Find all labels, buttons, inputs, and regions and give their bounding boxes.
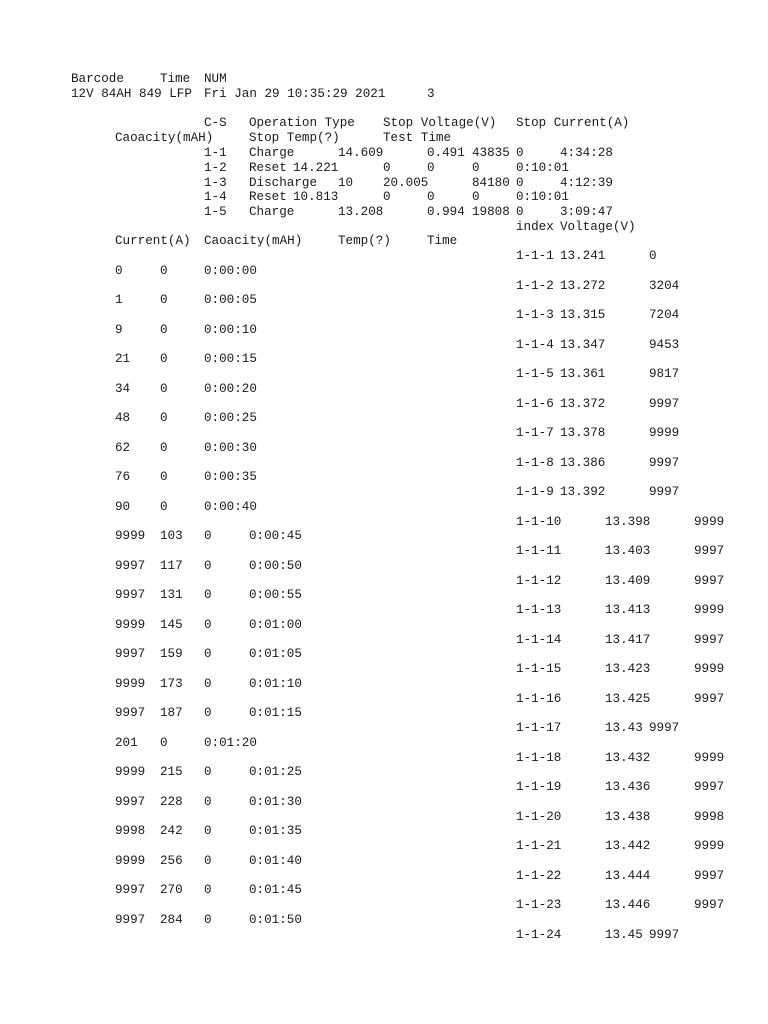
- step-cs: 1-2: [204, 161, 227, 175]
- record-capacity: 1: [115, 293, 123, 308]
- record-time: 0:00:45: [249, 529, 302, 544]
- record-index: 1-1-22: [516, 868, 562, 883]
- record-capacity: 270: [160, 883, 183, 898]
- record-temp: 0: [160, 411, 168, 426]
- record-voltage: 13.372: [560, 396, 606, 411]
- num-value: 3: [427, 87, 435, 101]
- record-current: 9997: [649, 927, 680, 942]
- record-current: 9997: [694, 780, 725, 794]
- record-time: 0:00:20: [204, 381, 257, 396]
- record-index: 1-1-20: [516, 809, 562, 824]
- record-current: 9999: [694, 514, 725, 529]
- record-current-wrap: 9997: [115, 588, 146, 603]
- record-time: 0:00:35: [204, 470, 257, 485]
- step-temp: 0: [516, 146, 524, 160]
- record-voltage: 13.43: [605, 721, 643, 735]
- record-temp: 0: [160, 263, 168, 278]
- record-current: 9997: [649, 396, 680, 411]
- record-current-wrap: 9997: [115, 706, 146, 721]
- header-col-num: NUM: [204, 72, 227, 86]
- record-time: 0:00:50: [249, 558, 302, 573]
- records-header-temp: Temp(?): [338, 234, 391, 248]
- record-current: 9997: [649, 455, 680, 470]
- step-type: Reset: [249, 161, 287, 175]
- records-header-capacity: Caoacity(mAH): [204, 234, 303, 248]
- record-index: 1-1-13: [516, 603, 562, 617]
- records-header-index: index: [516, 220, 554, 234]
- record-time: 0:00:25: [204, 411, 257, 426]
- record-temp: 0: [204, 647, 212, 662]
- record-current: 9997: [694, 544, 725, 558]
- record-time: 0:00:30: [204, 440, 257, 455]
- step-temp: 0: [516, 205, 524, 219]
- record-capacity: 242: [160, 824, 183, 839]
- record-current: 9453: [649, 337, 680, 352]
- record-capacity: 90: [115, 499, 131, 514]
- record-capacity: 201: [115, 735, 138, 750]
- record-current: 9997: [694, 691, 725, 706]
- record-voltage: 13.425: [605, 691, 651, 706]
- record-time: 0:01:05: [249, 647, 302, 662]
- record-voltage: 13.386: [560, 455, 606, 470]
- record-voltage: 13.413: [605, 603, 651, 617]
- record-temp: 0: [204, 765, 212, 780]
- record-time: 0:00:10: [204, 322, 257, 337]
- record-temp: 0: [160, 499, 168, 514]
- record-temp: 0: [160, 470, 168, 485]
- record-current: 9997: [694, 632, 725, 647]
- step-temp: 0: [472, 161, 480, 175]
- record-current: 9997: [649, 485, 680, 499]
- record-index: 1-1-14: [516, 632, 562, 647]
- step-cs: 1-3: [204, 176, 227, 190]
- record-voltage: 13.423: [605, 662, 651, 676]
- record-voltage: 13.378: [560, 426, 606, 440]
- record-voltage: 13.446: [605, 898, 651, 912]
- record-current-wrap: 9997: [115, 912, 146, 927]
- record-temp: 0: [204, 588, 212, 603]
- step-temp: 0: [516, 176, 524, 190]
- record-temp: 0: [204, 883, 212, 898]
- record-current-wrap: 9997: [115, 647, 146, 662]
- record-current: 0: [649, 249, 657, 263]
- record-capacity: 62: [115, 440, 131, 455]
- record-capacity: 173: [160, 676, 183, 691]
- barcode-value: 12V 84AH 849 LFP: [71, 87, 192, 101]
- record-current-wrap: 9997: [115, 794, 146, 809]
- record-index: 1-1-3: [516, 308, 554, 322]
- record-temp: 0: [160, 440, 168, 455]
- record-current-wrap: 9999: [115, 853, 146, 868]
- header-col-barcode: Barcode: [71, 72, 124, 86]
- record-capacity: 48: [115, 411, 131, 426]
- record-time: 0:01:00: [249, 617, 302, 632]
- record-index: 1-1-11: [516, 544, 562, 558]
- steps-header-test-time: Test Time: [383, 131, 452, 145]
- record-current: 9817: [649, 367, 680, 381]
- record-capacity: 21: [115, 352, 131, 367]
- record-index: 1-1-17: [516, 721, 562, 735]
- record-time: 0:01:30: [249, 794, 302, 809]
- record-current: 9997: [649, 721, 680, 735]
- record-index: 1-1-10: [516, 514, 562, 529]
- records-header-voltage: Voltage(V): [560, 220, 636, 234]
- record-voltage: 13.436: [605, 780, 651, 794]
- record-voltage: 13.442: [605, 839, 651, 853]
- steps-header-capacity: Caoacity(mAH): [115, 131, 214, 145]
- record-voltage: 13.361: [560, 367, 606, 381]
- record-current: 9999: [694, 603, 725, 617]
- record-capacity: 215: [160, 765, 183, 780]
- record-current: 9999: [649, 426, 680, 440]
- step-voltage: 13.208: [338, 205, 384, 219]
- record-capacity: 76: [115, 470, 131, 485]
- step-current: 0: [383, 190, 391, 204]
- record-index: 1-1-12: [516, 573, 562, 588]
- record-time: 0:01:45: [249, 883, 302, 898]
- record-current-wrap: 9997: [115, 558, 146, 573]
- step-time: 4:12:39: [560, 176, 613, 190]
- record-index: 1-1-16: [516, 691, 562, 706]
- step-type: Charge: [249, 146, 295, 160]
- record-current-wrap: 9999: [115, 617, 146, 632]
- step-time: 3:09:47: [560, 205, 613, 219]
- record-temp: 0: [204, 706, 212, 721]
- record-temp: 0: [204, 558, 212, 573]
- record-current-wrap: 9999: [115, 676, 146, 691]
- step-cs: 1-4: [204, 190, 227, 204]
- step-type: Discharge: [249, 176, 318, 190]
- steps-header-stop-temp: Stop Temp(?): [249, 131, 340, 145]
- record-current: 9997: [694, 868, 725, 883]
- record-index: 1-1-21: [516, 839, 562, 853]
- record-current-wrap: 9999: [115, 765, 146, 780]
- step-type: Charge: [249, 205, 295, 219]
- record-time: 0:01:35: [249, 824, 302, 839]
- record-index: 1-1-4: [516, 337, 554, 352]
- steps-header-stop-voltage: Stop Voltage(V): [383, 116, 497, 130]
- record-index: 1-1-1: [516, 249, 554, 263]
- step-capacity: 43835: [472, 146, 510, 160]
- record-time: 0:01:40: [249, 853, 302, 868]
- step-capacity: 84180: [472, 176, 510, 190]
- record-index: 1-1-18: [516, 750, 562, 765]
- record-current-wrap: 9999: [115, 529, 146, 544]
- record-voltage: 13.409: [605, 573, 651, 588]
- record-time: 0:00:05: [204, 293, 257, 308]
- step-capacity: 0: [427, 190, 435, 204]
- record-capacity: 9: [115, 322, 123, 337]
- records-header-current: Current(A): [115, 234, 191, 248]
- record-temp: 0: [160, 293, 168, 308]
- step-time: 4:34:28: [560, 146, 613, 160]
- record-voltage: 13.45: [605, 927, 643, 942]
- record-time: 0:01:20: [204, 735, 257, 750]
- record-capacity: 131: [160, 588, 183, 603]
- record-current: 7204: [649, 308, 680, 322]
- record-time: 0:00:55: [249, 588, 302, 603]
- steps-header-cs: C-S: [204, 116, 227, 130]
- header-col-time: Time: [160, 72, 191, 86]
- record-voltage: 13.392: [560, 485, 606, 499]
- step-current: 20.005: [383, 176, 429, 190]
- record-temp: 0: [160, 322, 168, 337]
- record-voltage: 13.417: [605, 632, 651, 647]
- time-value: Fri Jan 29 10:35:29 2021: [204, 87, 386, 101]
- record-temp: 0: [204, 824, 212, 839]
- record-index: 1-1-2: [516, 278, 554, 293]
- step-voltage: 10.813: [293, 190, 339, 204]
- record-index: 1-1-24: [516, 927, 562, 942]
- record-time: 0:01:10: [249, 676, 302, 691]
- step-time: 0:10:01: [516, 190, 569, 204]
- step-voltage: 14.609: [338, 146, 384, 160]
- record-temp: 0: [160, 381, 168, 396]
- record-index: 1-1-8: [516, 455, 554, 470]
- record-voltage: 13.403: [605, 544, 651, 558]
- record-voltage: 13.241: [560, 249, 606, 263]
- record-index: 1-1-19: [516, 780, 562, 794]
- record-capacity: 228: [160, 794, 183, 809]
- record-temp: 0: [204, 912, 212, 927]
- record-temp: 0: [204, 529, 212, 544]
- record-current: 9999: [694, 839, 725, 853]
- record-temp: 0: [160, 352, 168, 367]
- record-capacity: 284: [160, 912, 183, 927]
- record-capacity: 0: [115, 263, 123, 278]
- record-current-wrap: 9997: [115, 883, 146, 898]
- record-capacity: 117: [160, 558, 183, 573]
- record-current: 9999: [694, 662, 725, 676]
- record-voltage: 13.398: [605, 514, 651, 529]
- record-temp: 0: [204, 617, 212, 632]
- record-time: 0:00:00: [204, 263, 257, 278]
- step-capacity: 0: [427, 161, 435, 175]
- step-cs: 1-5: [204, 205, 227, 219]
- record-current: 9998: [694, 809, 725, 824]
- steps-header-stop-current: Stop Current(A): [516, 116, 630, 130]
- record-temp: 0: [204, 853, 212, 868]
- step-current: 0.491: [427, 146, 465, 160]
- record-index: 1-1-9: [516, 485, 554, 499]
- step-cs: 1-1: [204, 146, 227, 160]
- record-index: 1-1-7: [516, 426, 554, 440]
- record-current: 9999: [694, 750, 725, 765]
- record-index: 1-1-6: [516, 396, 554, 411]
- record-time: 0:01:50: [249, 912, 302, 927]
- record-capacity: 159: [160, 647, 183, 662]
- step-time: 0:10:01: [516, 161, 569, 175]
- record-current: 3204: [649, 278, 680, 293]
- record-capacity: 34: [115, 381, 131, 396]
- record-time: 0:01:15: [249, 706, 302, 721]
- record-voltage: 13.347: [560, 337, 606, 352]
- record-temp: 0: [204, 794, 212, 809]
- record-voltage: 13.315: [560, 308, 606, 322]
- record-temp: 0: [160, 735, 168, 750]
- record-capacity: 145: [160, 617, 183, 632]
- step-voltage: 14.221: [293, 161, 339, 175]
- records-header-time: Time: [427, 234, 458, 248]
- record-capacity: 187: [160, 706, 183, 721]
- steps-header-operation-type: Operation Type: [249, 116, 355, 130]
- step-type: Reset: [249, 190, 287, 204]
- step-current: 0: [383, 161, 391, 175]
- record-time: 0:01:25: [249, 765, 302, 780]
- record-voltage: 13.438: [605, 809, 651, 824]
- record-index: 1-1-5: [516, 367, 554, 381]
- step-voltage: 10: [338, 176, 354, 190]
- record-voltage: 13.432: [605, 750, 651, 765]
- record-index: 1-1-23: [516, 898, 562, 912]
- record-voltage: 13.272: [560, 278, 606, 293]
- record-voltage: 13.444: [605, 868, 651, 883]
- record-current: 9997: [694, 898, 725, 912]
- step-temp: 0: [472, 190, 480, 204]
- step-capacity: 19808: [472, 205, 510, 219]
- record-time: 0:00:15: [204, 352, 257, 367]
- record-time: 0:00:40: [204, 499, 257, 514]
- record-current-wrap: 9998: [115, 824, 146, 839]
- record-current: 9997: [694, 573, 725, 588]
- record-capacity: 256: [160, 853, 183, 868]
- record-index: 1-1-15: [516, 662, 562, 676]
- step-current: 0.994: [427, 205, 465, 219]
- record-temp: 0: [204, 676, 212, 691]
- record-capacity: 103: [160, 529, 183, 544]
